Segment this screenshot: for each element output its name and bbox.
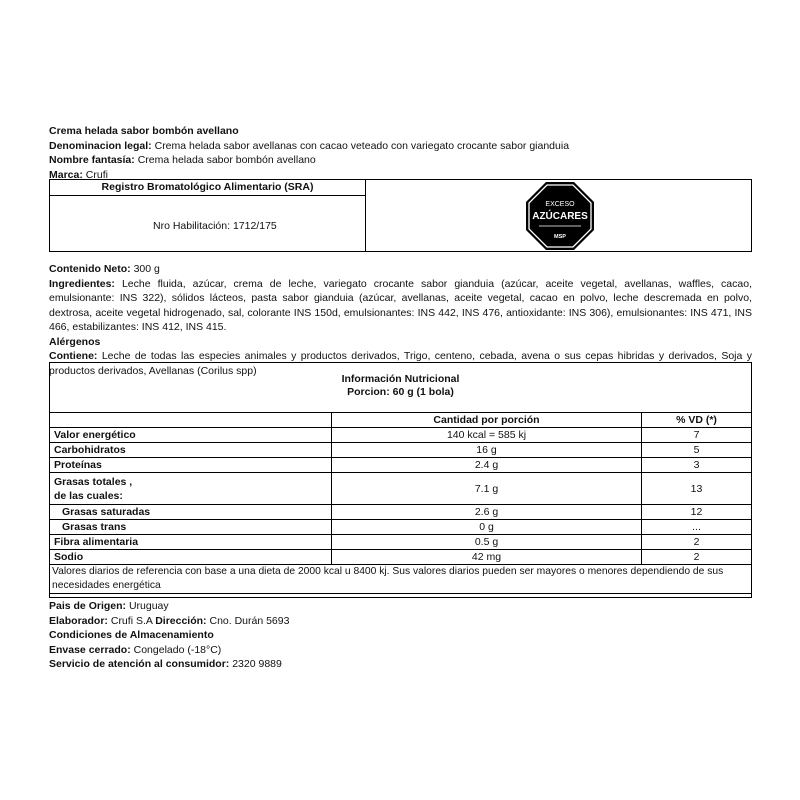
table-row: Carbohidratos 16 g 5 <box>50 443 752 458</box>
nutrition-title: Información Nutricional Porcion: 60 g (1 bola) <box>50 373 751 399</box>
condiciones-almacenamiento: Condiciones de Almacenamiento <box>49 629 214 641</box>
col-cantidad: Cantidad por porción <box>332 413 642 428</box>
col-vd: % VD (*) <box>642 413 752 428</box>
product-footer <box>49 599 752 672</box>
table-row: Valor energético 140 kcal = 585 kj 7 <box>50 428 752 443</box>
envase-cerrado: Envase cerrado: Congelado (-18°C) <box>49 643 222 656</box>
servicio-consumidor: Servicio de atención al consumidor: 2320 9889 <box>49 658 282 670</box>
nutrition-footnote: Valores diarios de referencia con base a una dieta de 2000 kcal u 8400 kj. Sus valores diarios pueden ser mayores o menores dependiendo de sus necesidades energética <box>50 565 752 594</box>
product-body <box>49 262 752 378</box>
seal-line1: EXCESO <box>545 201 575 208</box>
nutrition-grid <box>49 412 752 594</box>
table-header-row <box>50 413 752 428</box>
denominacion-legal: Denominacion legal: Crema helada sabor avellanas con cacao veteado con variegato crocante sabor gianduia <box>49 139 570 152</box>
table-row: Sodio 42 mg 2 <box>50 550 752 565</box>
alergenos-contiene: Contiene: Leche de todas las especies animales y productos derivados, Trigo, centeno, cebada, avena o sus cepas hibridas y derivados, Soja y productos derivados, Avellanas (Corilus spp) <box>49 350 752 377</box>
ingredientes: Ingredientes: Leche fluida, azúcar, crema de leche, variegato crocante sabor gianduia (azúcar, aceite vegetal, avellanas, waffles, cacao, emulsionante: INS 322), sólidos lácteos, pasta sabor gianduia (azúcar, avellanas, aceite vegetal, cacao en polvo, leche descremada en polvo, dextrosa, aceite vegetal hidrogenado, sal, colorante INS 150d, emulsionantes: INS 442, INS 476, antioxidante: INS 306), emulsionantes: INS 471, INS 466, estabilizantes: INS 412, INS 415. <box>49 277 752 333</box>
seal-line3: MSP <box>554 234 566 240</box>
alergenos-title: Alérgenos <box>49 335 101 348</box>
contenido-neto: Contenido Neto: 300 g <box>49 263 160 275</box>
exceso-azucares-seal-icon <box>525 181 595 251</box>
table-row: Proteínas 2.4 g 3 <box>50 458 752 473</box>
nutrition-table <box>49 362 752 598</box>
table-row: Grasas totales , de las cuales: 7.1 g 13 <box>50 473 752 505</box>
registro-header: Registro Bromatológico Alimentario (SRA) <box>50 180 365 196</box>
table-row: Grasas trans 0 g ... <box>50 520 752 535</box>
registro-habilitacion: Nro Habilitación: 1712/175 <box>153 220 277 232</box>
seal-line2: AZÚCARES <box>532 211 588 222</box>
nombre-fantasia: Nombre fantasía: Crema helada sabor bombón avellano <box>49 154 316 166</box>
table-row: Fibra alimentaria 0.5 g 2 <box>50 535 752 550</box>
nutrition-portion: Porcion: 60 g (1 bola) <box>347 386 454 398</box>
elaborador: Elaborador: Crufi S.A Dirección: Cno. Durán 5693 <box>49 614 290 627</box>
table-row: Grasas saturadas 2.6 g 12 <box>50 505 752 520</box>
registro-box <box>49 179 752 252</box>
marca: Marca: Crufi <box>49 168 108 181</box>
registro-cell <box>50 180 366 251</box>
product-title: Crema helada sabor bombón avellano <box>49 125 239 137</box>
pais-origen: Pais de Origen: Uruguay <box>49 600 169 612</box>
table-footnote-row <box>50 565 752 594</box>
product-header <box>49 124 752 182</box>
